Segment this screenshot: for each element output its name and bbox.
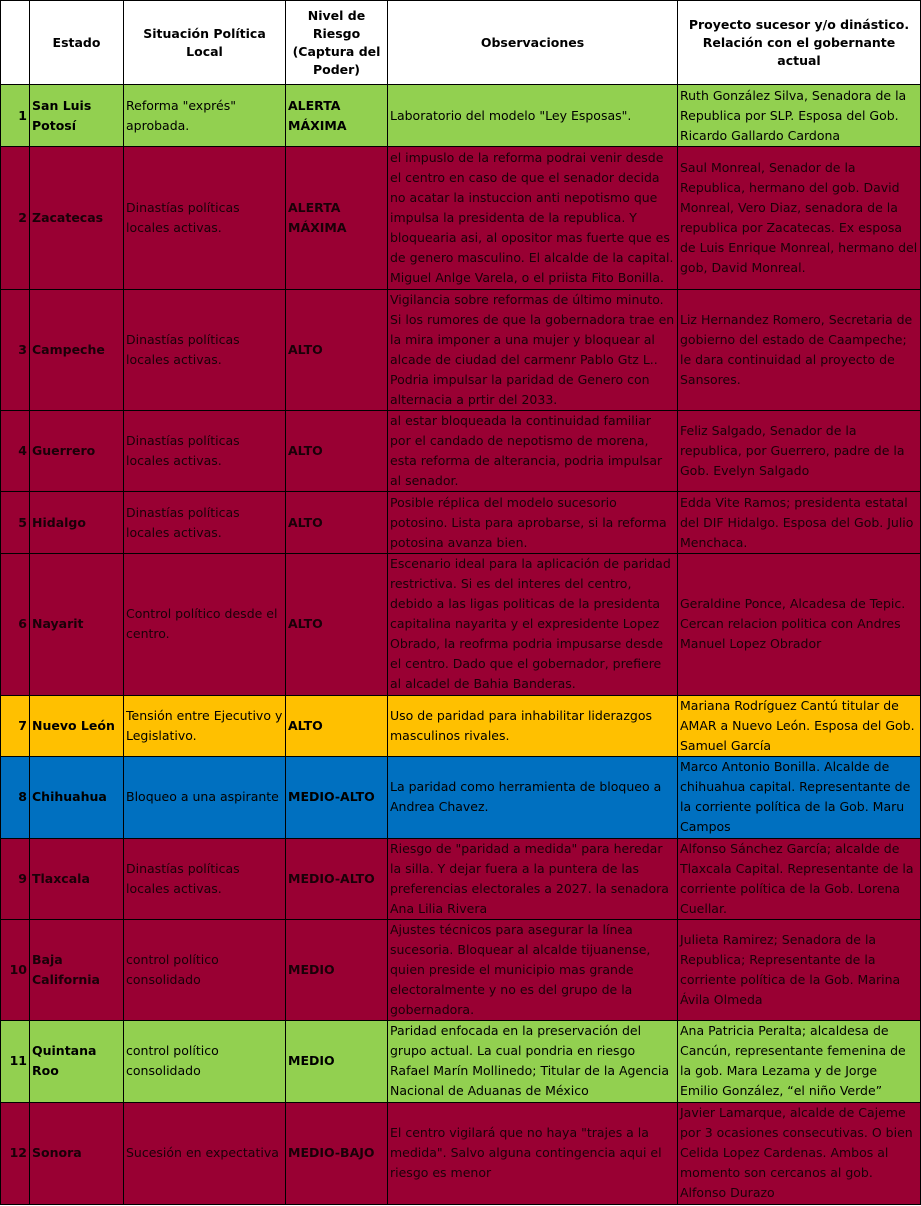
situacion-cell: Reforma "exprés" aprobada. xyxy=(124,85,286,147)
proyecto-cell: Marco Antonio Bonilla. Alcalde de chihuahua capital. Representante de la corriente política de la Gob. Maru Campos xyxy=(678,757,921,838)
situacion-cell: Dinastías políticas locales activas. xyxy=(124,838,286,919)
riesgo-cell: ALTO xyxy=(286,289,388,410)
observaciones-cell: Posible réplica del modelo sucesorio potosino. Lista para aprobarse, si la reforma potosina avanza bien. xyxy=(388,492,678,553)
table-body xyxy=(1,85,921,1205)
estado-cell: San Luis Potosí xyxy=(30,85,124,147)
riesgo-cell: ALERTA MÁXIMA xyxy=(286,147,388,290)
row-number: 3 xyxy=(1,289,30,410)
row-number: 5 xyxy=(1,492,30,553)
header-observaciones: Observaciones xyxy=(388,1,678,85)
estado-cell: Guerrero xyxy=(30,411,124,492)
riesgo-cell: ALTO xyxy=(286,553,388,696)
table-row xyxy=(1,757,921,838)
header-estado: Estado xyxy=(30,1,124,85)
row-number: 1 xyxy=(1,85,30,147)
situacion-cell: Dinastías políticas locales activas. xyxy=(124,147,286,290)
table-row xyxy=(1,1021,921,1102)
riesgo-cell: ALTO xyxy=(286,492,388,553)
proyecto-cell: Mariana Rodríguez Cantú titular de AMAR a Nuevo León. Esposa del Gob. Samuel García xyxy=(678,696,921,757)
table-row xyxy=(1,553,921,696)
proyecto-cell: Edda Vite Ramos; presidenta estatal del DIF Hidalgo. Esposa del Gob. Julio Menchaca. xyxy=(678,492,921,553)
table-row xyxy=(1,289,921,410)
table-row xyxy=(1,838,921,919)
table-row xyxy=(1,411,921,492)
header-num xyxy=(1,1,30,85)
proyecto-cell: Feliz Salgado, Senador de la republica, por Guerrero, padre de la Gob. Evelyn Salgado xyxy=(678,411,921,492)
observaciones-cell: Uso de paridad para inhabilitar liderazgos masculinos rivales. xyxy=(388,696,678,757)
estado-cell: Quintana Roo xyxy=(30,1021,124,1102)
estado-cell: Campeche xyxy=(30,289,124,410)
estado-cell: Nuevo León xyxy=(30,696,124,757)
row-number: 9 xyxy=(1,838,30,919)
proyecto-cell: Ana Patricia Peralta; alcaldesa de Cancún, representante femenina de la gob. Mara Lezama y de Jorge Emilio González, “el niño Verde” xyxy=(678,1021,921,1102)
situacion-cell: Dinastías políticas locales activas. xyxy=(124,289,286,410)
situacion-cell: Dinastías políticas locales activas. xyxy=(124,492,286,553)
observaciones-cell: Paridad enfocada en la preservación del grupo actual. La cual pondria en riesgo Rafael Marín Mollinedo; Titular de la Agencia Nacional de Aduanas de México xyxy=(388,1021,678,1102)
riesgo-cell: ALERTA MÁXIMA xyxy=(286,85,388,147)
observaciones-cell: Ajustes técnicos para asegurar la línea sucesoria. Bloquear al alcalde tijuanense, quien preside el municipio mas grande electoralmente y no es del grupo de la gobernadora. xyxy=(388,919,678,1020)
proyecto-cell: Alfonso Sánchez García; alcalde de Tlaxcala Capital. Representante de la corriente política de la Gob. Lorena Cuellar. xyxy=(678,838,921,919)
row-number: 12 xyxy=(1,1102,30,1204)
estado-cell: Baja California xyxy=(30,919,124,1020)
observaciones-cell: al estar bloqueada la continuidad familiar por el candado de nepotismo de morena, esta reforma de alterancia, podria impulsar al senador. xyxy=(388,411,678,492)
header-riesgo: Nivel de Riesgo (Captura del Poder) xyxy=(286,1,388,85)
observaciones-cell: La paridad como herramienta de bloqueo a Andrea Chavez. xyxy=(388,757,678,838)
table-row xyxy=(1,147,921,290)
proyecto-cell: Geraldine Ponce, Alcadesa de Tepic. Cercan relacion politica con Andres Manuel Lopez Obrador xyxy=(678,553,921,696)
row-number: 4 xyxy=(1,411,30,492)
table-row xyxy=(1,492,921,553)
row-number: 6 xyxy=(1,553,30,696)
proyecto-cell: Liz Hernandez Romero, Secretaria de gobierno del estado de Caampeche; le dara continuidad al proyecto de Sansores. xyxy=(678,289,921,410)
observaciones-cell: El centro vigilará que no haya "trajes a la medida". Salvo alguna contingencia aqui el riesgo es menor xyxy=(388,1102,678,1204)
proyecto-cell: Saul Monreal, Senador de la Republica, hermano del gob. David Monreal, Vero Diaz, senadora de la republica por Zacatecas. Ex esposa de Luis Enrique Monreal, hermano del gob, David Monreal. xyxy=(678,147,921,290)
proyecto-cell: Ruth González Silva, Senadora de la Republica por SLP. Esposa del Gob. Ricardo Gallardo Cardona xyxy=(678,85,921,147)
estado-cell: Hidalgo xyxy=(30,492,124,553)
observaciones-cell: Escenario ideal para la aplicación de paridad restrictiva. Si es del interes del centro, debido a las ligas politicas de la presidenta capitalina nayarita y el expresidente Lopez Obrado, la reofrma podria impusarse desde el centro. Dado que el gobernador, prefiere al alcadel de Bahia Banderas. xyxy=(388,553,678,696)
estado-cell: Sonora xyxy=(30,1102,124,1204)
riesgo-cell: ALTO xyxy=(286,411,388,492)
row-number: 10 xyxy=(1,919,30,1020)
observaciones-cell: Laboratorio del modelo "Ley Esposas". xyxy=(388,85,678,147)
riesgo-cell: MEDIO-BAJO xyxy=(286,1102,388,1204)
situacion-cell: control político consolidado xyxy=(124,1021,286,1102)
situacion-cell: Dinastías políticas locales activas. xyxy=(124,411,286,492)
situacion-cell: Bloqueo a una aspirante xyxy=(124,757,286,838)
estado-cell: Zacatecas xyxy=(30,147,124,290)
table-row xyxy=(1,919,921,1020)
situacion-cell: control político consolidado xyxy=(124,919,286,1020)
observaciones-cell: Vigilancia sobre reformas de último minuto. Si los rumores de que la gobernadora trae en la mira imponer a una mujer y bloquear al alcade de ciudad del carmenr Pablo Gtz L.. Podria impulsar la paridad de Genero con alternacia a prtir del 2033. xyxy=(388,289,678,410)
table-row xyxy=(1,1102,921,1204)
riesgo-cell: MEDIO-ALTO xyxy=(286,757,388,838)
estado-cell: Nayarit xyxy=(30,553,124,696)
row-number: 2 xyxy=(1,147,30,290)
observaciones-cell: el impuslo de la reforma podrai venir desde el centro en caso de que el senador decida no acatar la instuccion anti nepotismo que impulsa la presidenta de la republica. Y bloquearia asi, al opositor mas fuerte que es de genero masculino. El alcalde de la capital. Miguel Anlge Varela, o el priista Fito Bonilla. xyxy=(388,147,678,290)
situacion-cell: Tensión entre Ejecutivo y Legislativo. xyxy=(124,696,286,757)
riesgo-cell: MEDIO xyxy=(286,919,388,1020)
riesgo-cell: MEDIO-ALTO xyxy=(286,838,388,919)
situacion-cell: Sucesión en expectativa xyxy=(124,1102,286,1204)
table-row xyxy=(1,696,921,757)
row-number: 11 xyxy=(1,1021,30,1102)
header-row xyxy=(1,1,921,85)
estado-cell: Chihuahua xyxy=(30,757,124,838)
header-situacion: Situación Política Local xyxy=(124,1,286,85)
row-number: 8 xyxy=(1,757,30,838)
header-proyecto: Proyecto sucesor y/o dinástico. Relación con el gobernante actual xyxy=(678,1,921,85)
table-row xyxy=(1,85,921,147)
situacion-cell: Control político desde el centro. xyxy=(124,553,286,696)
proyecto-cell: Javier Lamarque, alcalde de Cajeme por 3 ocasiones consecutivas. O bien Celida Lopez Cardenas. Ambos al momento son cercanos al gob. Alfonso Durazo xyxy=(678,1102,921,1204)
observaciones-cell: Riesgo de "paridad a medida" para heredar la silla. Y dejar fuera a la puntera de las preferencias electorales a 2027. la senadora Ana Lilia Rivera xyxy=(388,838,678,919)
riesgo-cell: MEDIO xyxy=(286,1021,388,1102)
riesgo-cell: ALTO xyxy=(286,696,388,757)
row-number: 7 xyxy=(1,696,30,757)
proyecto-cell: Julieta Ramirez; Senadora de la Republica; Representante de la corriente política de la Gob. Marina Ávila Olmeda xyxy=(678,919,921,1020)
estado-cell: Tlaxcala xyxy=(30,838,124,919)
